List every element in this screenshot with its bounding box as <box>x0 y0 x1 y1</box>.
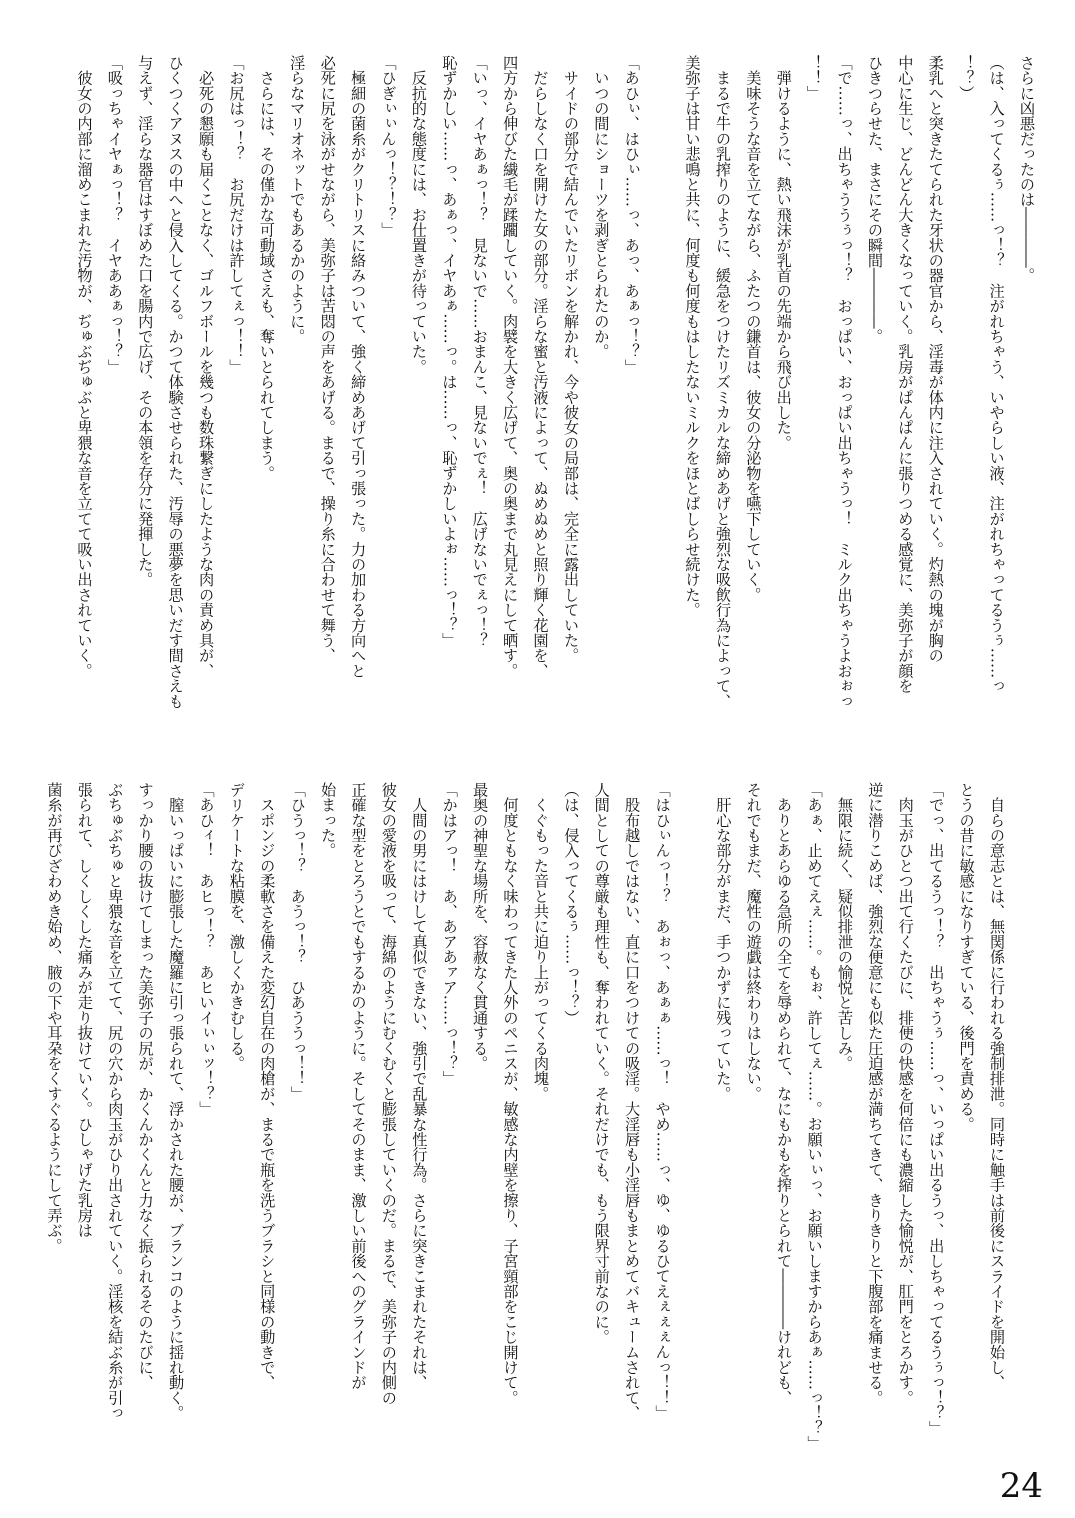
text-column: 無限に続く、疑似排泄の愉悦と苦しみ。 <box>835 782 854 1071</box>
text-column: 淫らなマリオネットでもあるかのように。 <box>288 55 307 344</box>
text-column: 与えず、淫らな器官はすぼめた口を腸内で広げ、その本領を存分に発揮した。 <box>136 55 155 587</box>
text-column: 美味そうな音を立てながら、ふたつの鎌首は、彼女の分泌物を嚥下していく。 <box>744 55 763 603</box>
text-column: スポンジの柔軟さを備えた変幻自在の肉槍が、まるで瓶を洗うブラシと同様の動きで、 <box>258 782 277 1390</box>
text-column: 最奥の神聖な場所を、容赦なく貫通する。 <box>471 782 490 1071</box>
text-column: 弾けるように、熱い飛沫が乳首の先端から飛び出した。 <box>774 55 793 451</box>
text-column: 「あひぃ、はひぃ……っ、あっ、あぁっ！？」 <box>622 55 641 375</box>
text-column: すっかり腰の抜けてしまった美弥子の尻が、かくんかくんと力なく振られるそのたびに、 <box>136 782 155 1390</box>
text-column: だらしなく口を開けた女の部分。淫らな蜜と汚液によって、ぬめぬめと照り輝く花園を、 <box>531 55 550 679</box>
text-column: （は、侵入ってくるぅ……っ！？） <box>562 782 581 1026</box>
text-column: 「お尻はっ！？ お尻だけは許してぇっ！！」 <box>227 55 246 375</box>
text-column: 始まった。 <box>319 782 338 858</box>
text-column: 肝心な部分がまだ、手つかずに残っていた。 <box>714 782 733 1102</box>
text-column: 股布越しではない、直に口をつけての吸淫。大淫唇も小淫唇もまとめてバキュームされて、 <box>623 782 642 1421</box>
text-column: さらに凶悪だったのは――――。 <box>1018 55 1036 283</box>
text-column: 「はひぃんっ！？ あぉっ、あぁぁ……っ！ やめ……っ、ゆ、ゆるひてえぇぇぇんっ！！」 <box>653 782 672 1421</box>
text-column: 「かはアっ！ あ、あアあァア……っ！？」 <box>440 782 459 1086</box>
text-column <box>647 55 677 735</box>
text-column: まるで牛の乳搾りのように、緩急をつけたリズミカルな締めあげと強烈な吸飲行為によって、 <box>713 55 732 709</box>
text-column: ！？） <box>957 55 976 101</box>
text-column: 「でっ、出てるうっ！？ 出ちゃうぅ……っ、いっぱい出るうっ、出しちゃってるうぅっ！？」 <box>927 782 946 1436</box>
text-column: 中心に生じ、どんどん大きくなっていく。乳房がぱんぱんに張りつめる感覚に、美弥子が顔を <box>896 55 915 694</box>
text-column: 自らの意志とは、無関係に行われる強制排泄。同時に触手は前後にスライドを開始し、 <box>988 782 1006 1390</box>
text-column: 何度ともなく味わってきた人外のペニスが、敏感な内壁を擦り、子宮頸部をこじ開けて。 <box>501 782 520 1406</box>
text-column: とうの昔に敏感になりすぎている、後門を責める。 <box>957 782 976 1132</box>
text-column: 膣いっぱいに膨張した魔羅に引っ張られて、浮かされた腰が、ブランコのように揺れ動く。 <box>167 782 186 1421</box>
text-column: 極細の菌糸がクリトリスに絡みついて、強く締めあげて引っ張った。力の加わる方向へと <box>349 55 368 679</box>
text-column: 恥ずかしい……っ、あぁっ、イヤあぁ……っ。は……っ、恥ずかしいよぉ……っ！？」 <box>440 55 459 648</box>
text-column: 正確な型をとろうとでもするかのように。そしてそのまま、激しい前後へのグラインドが <box>349 782 368 1390</box>
text-column: 逆に潜りこめば、強烈な便意にも似た圧迫感が満ちてきて、きりきりと下腹部を痛ませる。 <box>866 782 885 1406</box>
page-number: 24 <box>999 1466 1043 1506</box>
text-column: 柔乳へと突きたてられた牙状の器官から、淫毒が体内に注入されていく。灼熱の塊が胸の <box>926 55 945 663</box>
text-column: 美弥子は甘い悲鳴と共に、何度も何度もはしたないミルクをほとばしらせ続けた。 <box>683 55 702 618</box>
text-column: 「あひィ！ あヒっ！？ あヒいイぃぃッ！？」 <box>197 782 216 1117</box>
text-column: それでもまだ、魔性の遊戯は終わりはしない。 <box>744 782 763 1102</box>
text-block-lower <box>39 782 1012 1458</box>
text-column: くぐもった音と共に迫り上がってくる肉塊。 <box>531 782 550 1102</box>
text-column: （は、入ってくるぅ……っ！？ 注がれちゃう、いやらしい液、注がれちゃってるうぅ……っ <box>987 55 1006 694</box>
text-column: 「で……っ、出ちゃううぅっ！？ おっぱい、おっぱい出ちゃうっ！ ミルク出ちゃうよおぉっ <box>835 55 854 709</box>
text-column: 張られて、しくしくした痛みが走り抜けていく。ひしゃげた乳房は <box>75 782 94 1238</box>
text-column: 菌糸が再びざわめき始め、腋の下や耳朶をくすぐるようにして弄ぶ。 <box>45 782 64 1254</box>
text-column: 人間としての尊厳も理性も、奪われていく。それだけでも、もう限界寸前なのに。 <box>592 782 611 1345</box>
text-column: 反抗的な態度には、お仕置きが待っていた。 <box>409 55 428 375</box>
text-column: 必死に尻を泳がせながら、美弥子は苦悶の声をあげる。まるで、操り糸に合わせて舞う、 <box>318 55 337 663</box>
text-column: デリケートな粘膜を、激しくかきむしる。 <box>227 782 246 1071</box>
text-column: 「ひぎぃぃんっ！？！？」 <box>379 55 398 238</box>
text-column: さらには、その僅かな可動域さえも、奪いとられてしまう。 <box>257 55 276 481</box>
text-column: 彼女の愛液を吸って、海綿のようにむくむくと膨張していくのだ。まるで、美弥子の内側の <box>379 782 398 1406</box>
text-column: ひきつらせた、まさにその瞬間――――。 <box>865 55 884 344</box>
text-column: 人間の男にはけして真似できない、強引で乱暴な性行為。さらに突きこまれたそれは、 <box>410 782 429 1390</box>
text-column: 「ひうっ！？ あうっ！？ ひあううっ！！」 <box>288 782 307 1102</box>
text-column <box>678 782 708 1458</box>
text-column: 肉玉がひとつ出て行くたびに、排便の快感を何倍にも濃縮した愉悦が、肛門をとろかす。 <box>896 782 915 1406</box>
text-column: 「いっ、イヤあぁっ！？ 見ないで……おまんこ、見ないでぇ！ 広げないでぇっ！？ <box>470 55 489 648</box>
text-column: 必死の懇願も届くことなく、ゴルフボールを幾つも数珠繋ぎにしたような肉の責め具が、 <box>197 55 216 679</box>
text-column: 「あぁ、止めてえぇ……。もぉ、許してぇ……。お願いぃっ、お願いしますからあぁ……っ！？」 <box>805 782 824 1451</box>
text-block-upper <box>69 55 1042 735</box>
text-column: いつの間にショーツを剥ぎとられたのか。 <box>592 55 611 359</box>
text-column: 「吸っちゃイヤぁっ！？ イヤああぁっ！？」 <box>105 55 124 375</box>
text-column: ！！」 <box>805 55 824 101</box>
text-column: 彼女の内部に溜めこまれた汚物が、ぢゅぶぢゅぶと卑猥な音を立てて吸い出されていく。 <box>75 55 94 679</box>
text-column: サイドの部分で結んでいたリボンを解かれ、今や彼女の局部は、完全に露出していた。 <box>561 55 580 663</box>
text-column: ぶちゅぶちゅと卑猥な音を立てて、尻の穴から肉玉がひり出されていく。淫核を結ぶ糸が引っ <box>106 782 125 1421</box>
text-column: ありとあらゆる急所の全てを辱められて、なにもかもを搾りとられて――――けれども、 <box>775 782 794 1406</box>
text-column: ひくつくアヌスの中へと侵入してくる。かつて体験させられた、汚辱の悪夢を思いだす間さえも <box>166 55 185 709</box>
text-column: 四方から伸びた繊毛が蹂躙していく。肉襞を大きく広げて、奥の奥まで丸見えにして晒す。 <box>501 55 520 679</box>
